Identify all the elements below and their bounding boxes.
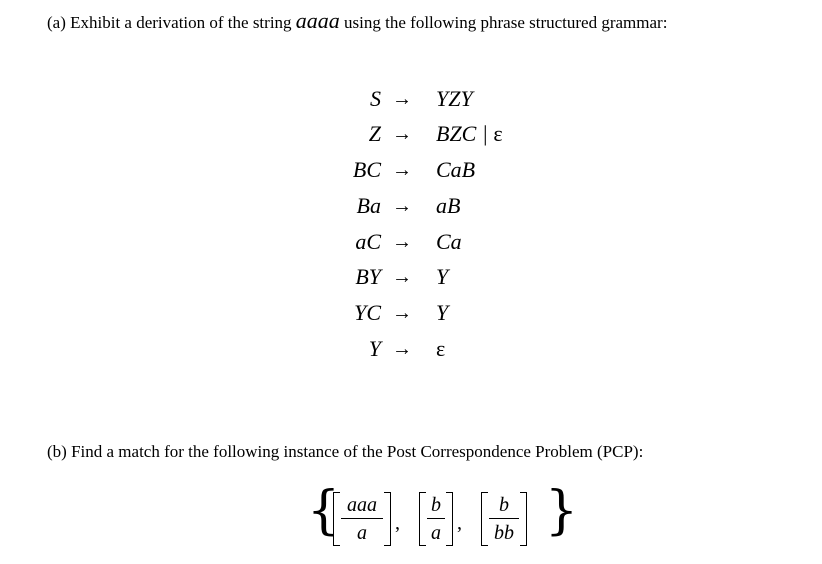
rule-rhs: CaB: [436, 157, 476, 182]
target-string: aaaa: [295, 8, 340, 33]
arrow-icon: →: [392, 195, 412, 217]
question-a-text-after: using the following phrase structured grammar:: [339, 13, 668, 32]
tile-top: b: [431, 494, 441, 516]
tile-top: aaa: [347, 494, 377, 516]
tile-bottom: bb: [494, 522, 514, 544]
pcp-instance: [307, 481, 579, 558]
rule-lhs: Z: [368, 121, 381, 146]
rule-lhs: BC: [352, 157, 381, 182]
rule-lhs: aC: [355, 229, 381, 254]
fraction-bar: [427, 518, 445, 519]
pcp-tile: [481, 488, 527, 552]
rule-lhs: S: [370, 86, 381, 111]
arrow-icon: →: [392, 302, 412, 324]
open-brace: {: [307, 481, 341, 541]
arrow-icon: →: [392, 123, 412, 145]
question-a: [47, 8, 668, 33]
rule-lhs: Ba: [356, 193, 381, 218]
grammar-rule: [0, 121, 822, 149]
grammar-rule: [0, 229, 822, 257]
arrow-icon: →: [392, 159, 412, 181]
tile-bottom: a: [357, 522, 367, 544]
arrow-icon: →: [392, 338, 412, 360]
rule-rhs: Y: [436, 300, 449, 325]
fraction-bar: [489, 518, 519, 519]
rule-rhs: Ca: [436, 229, 462, 254]
separator: ,: [457, 512, 462, 534]
rule-lhs: BY: [355, 264, 381, 289]
rule-rhs: ε: [436, 336, 446, 361]
pcp-tile: [333, 488, 391, 552]
rule-lhs: YC: [354, 300, 381, 325]
rule-rhs: Y: [436, 264, 449, 289]
rule-lhs: Y: [368, 336, 381, 361]
tile-bottom: a: [431, 522, 441, 544]
arrow-icon: →: [392, 266, 412, 288]
question-a-text-before: (a) Exhibit a derivation of the string: [47, 13, 296, 32]
separator: ,: [395, 512, 400, 534]
grammar-rule: [0, 157, 822, 185]
close-brace: }: [545, 481, 579, 541]
arrow-icon: →: [392, 88, 412, 110]
rule-rhs: aB: [436, 193, 461, 218]
grammar-rule: [0, 300, 822, 328]
tile-top: b: [499, 494, 509, 516]
rule-rhs: YZY: [436, 86, 473, 111]
fraction-bar: [341, 518, 383, 519]
rule-rhs: BZC | ε: [436, 121, 503, 146]
grammar-rule: [0, 336, 822, 364]
question-b: (b) Find a match for the following instance of the Post Correspondence Problem (PCP):: [47, 442, 644, 461]
grammar-rule: [0, 86, 822, 114]
arrow-icon: →: [392, 231, 412, 253]
grammar-rule: [0, 264, 822, 292]
grammar-rule: [0, 193, 822, 221]
pcp-tile: [419, 488, 453, 552]
